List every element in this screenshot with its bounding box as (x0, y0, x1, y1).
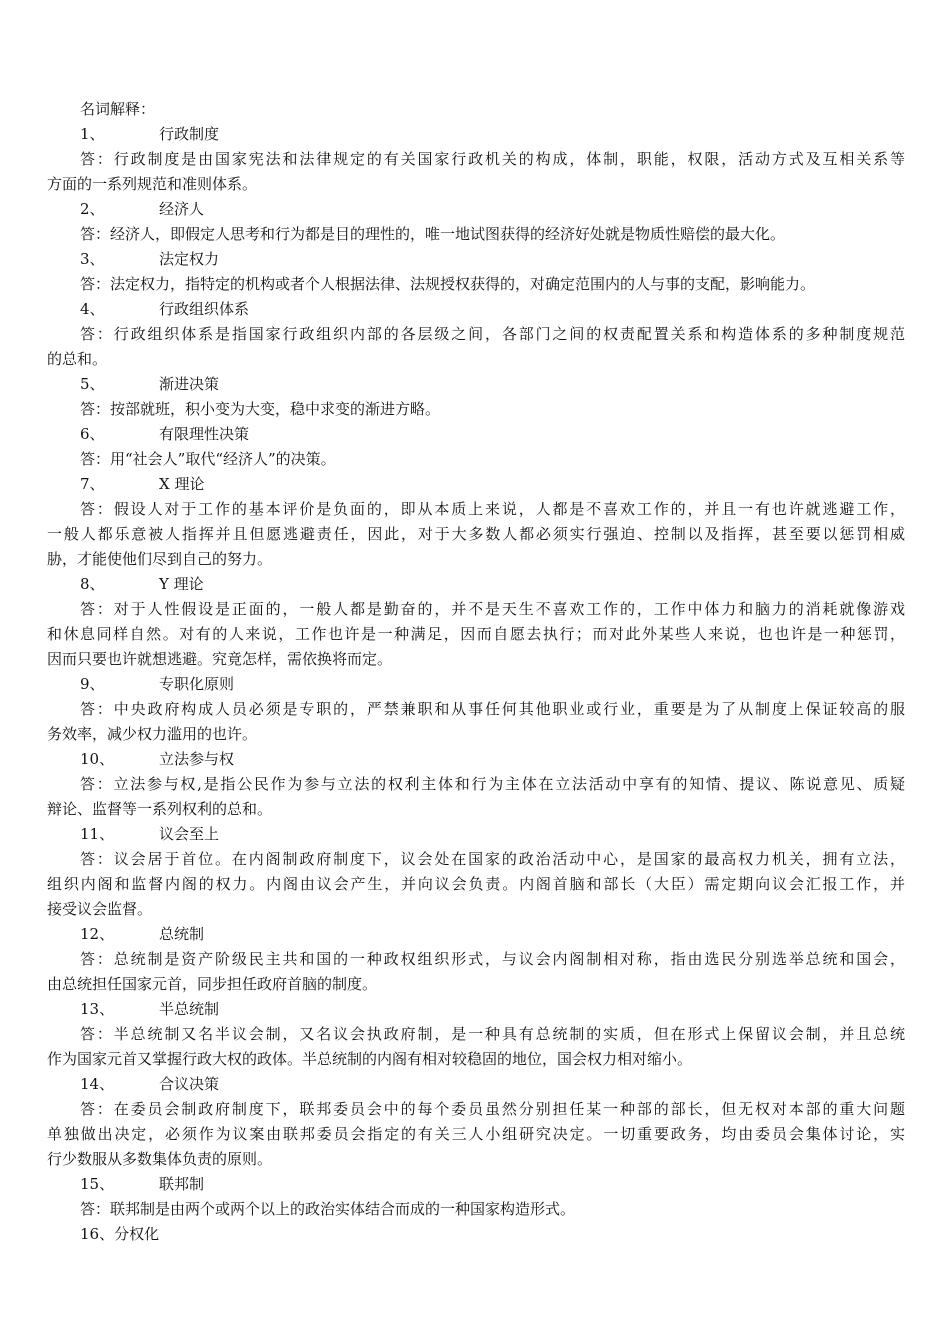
section-title: 名词解释： (80, 100, 156, 118)
term-label: 有限理性决策 (159, 425, 250, 443)
term-number: 12、 (80, 925, 115, 943)
term-label: 专职化原则 (159, 675, 235, 693)
term-label: 联邦制 (159, 1175, 205, 1193)
term-answer (47, 772, 905, 822)
answer-line: 作为国家元首又掌握行政大权的政体。半总统制的内阁有相对较稳固的地位，国会权力相对缩小。 (47, 1050, 693, 1068)
answer-line: 答：半总统制又名半议会制，又名议会执政府制，是一种具有总统制的实质，但在形式上保留议会制，并且总统 (80, 1025, 905, 1043)
term-answer (47, 697, 905, 747)
answer-line: 答：按部就班，积小变为大变，稳中求变的渐进方略。 (80, 400, 441, 418)
term-answer (47, 147, 905, 197)
term-label: 法定权力 (159, 250, 220, 268)
term-number: 8、 (80, 575, 105, 593)
term-number: 13、 (80, 1000, 115, 1018)
glossary-term-12 (47, 922, 905, 947)
term-number: 11、 (80, 825, 115, 843)
term-label: 总统制 (159, 925, 205, 943)
term-number: 1、 (80, 125, 105, 143)
term-label: 立法参与权 (159, 750, 235, 768)
answer-line: 答：总统制是资产阶级民主共和国的一种政权组织形式，与议会内阁制相对称，指由选民分别选举总统和国会， (80, 950, 905, 968)
term-answer (47, 947, 905, 997)
glossary-term-16 (47, 1222, 905, 1247)
answer-line: 由总统担任国家元首，同步担任政府首脑的制度。 (47, 975, 378, 993)
term-number: 15、 (80, 1175, 115, 1193)
answer-line: 答：对于人性假设是正面的，一般人都是勤奋的，并不是天生不喜欢工作的，工作中体力和脑力的消耗就像游戏 (80, 600, 905, 618)
glossary-term-2 (47, 197, 905, 222)
answer-line: 答：在委员会制政府制度下，联邦委员会中的每个委员虽然分别担任某一种部的部长，但无权对本部的重大问题 (80, 1100, 905, 1118)
glossary-term-9 (47, 672, 905, 697)
term-label: 半总统制 (159, 1000, 220, 1018)
term-number: 2、 (80, 200, 105, 218)
answer-line: 的总和。 (47, 350, 108, 368)
term-number: 3、 (80, 250, 105, 268)
glossary-term-13 (47, 997, 905, 1022)
term-answer (47, 497, 905, 572)
document-page (47, 97, 905, 1247)
glossary-list (47, 122, 905, 1222)
glossary-term-4 (47, 297, 905, 322)
glossary-term-3 (47, 247, 905, 272)
answer-line: 方面的一系列规范和准则体系。 (47, 175, 258, 193)
answer-line: 组织内阁和监督内阁的权力。内阁由议会产生，并向议会负责。内阁首脑和部长（大臣）需定期向议会汇报工作，并 (47, 875, 905, 893)
term-answer (47, 447, 905, 472)
answer-line: 答：联邦制是由两个或两个以上的政治实体结合而成的一种国家构造形式。 (80, 1200, 576, 1218)
glossary-term-1 (47, 122, 905, 147)
term-label: Y 理论 (159, 575, 204, 593)
term-answer (47, 847, 905, 922)
term-label: 渐进决策 (159, 375, 220, 393)
answer-line: 答：中央政府构成人员必须是专职的，严禁兼职和从事任何其他职业或行业，重要是为了从制度上保证较高的服 (80, 700, 905, 718)
glossary-term-6 (47, 422, 905, 447)
glossary-term-14 (47, 1072, 905, 1097)
term-number: 5、 (80, 375, 105, 393)
glossary-term-7 (47, 472, 905, 497)
answer-line: 一般人都乐意被人指挥并且但愿逃避责任，因此，对于大多数人都必须实行强迫、控制以及指挥，甚至要以惩罚相威 (47, 525, 905, 543)
answer-line: 和休息同样自然。对有的人来说，工作也许是一种满足，因而自愿去执行；而对此外某些人来说，也也许是一种惩罚， (47, 625, 905, 643)
answer-line: 接受议会监督。 (47, 900, 153, 918)
answer-line: 单独做出决定，必须作为议案由联邦委员会指定的有关三人小组研究决定。一切重要政务，均由委员会集体讨论，实 (47, 1125, 905, 1143)
term-answer (47, 1097, 905, 1172)
term-label: 行政组织体系 (159, 300, 250, 318)
term-label: X 理论 (159, 475, 205, 493)
answer-line: 辩论、监督等一系列权利的总和。 (47, 800, 273, 818)
term-label: 分权化 (114, 1225, 160, 1243)
glossary-term-15 (47, 1172, 905, 1197)
answer-line: 答：议会居于首位。在内阁制政府制度下，议会处在国家的政治活动中心，是国家的最高权力机关，拥有立法， (80, 850, 905, 868)
answer-line: 务效率，减少权力滥用的也许。 (47, 725, 258, 743)
term-number: 16、 (80, 1225, 115, 1243)
glossary-term-11 (47, 822, 905, 847)
glossary-term-5 (47, 372, 905, 397)
term-number: 9、 (80, 675, 105, 693)
term-label: 经济人 (159, 200, 205, 218)
term-answer (47, 222, 905, 247)
answer-line: 因而只要也许就想逃避。究竟怎样，需依换将而定。 (47, 650, 393, 668)
term-answer (47, 397, 905, 422)
glossary-term-8 (47, 572, 905, 597)
answer-line: 答：立法参与权,是指公民作为参与立法的权利主体和行为主体在立法活动中享有的知情、提议、陈说意见、质疑 (80, 775, 905, 793)
answer-line: 答：法定权力，指特定的机构或者个人根据法律、法规授权获得的，对确定范围内的人与事的支配，影响能力。 (80, 275, 816, 293)
term-label: 行政制度 (159, 125, 220, 143)
answer-line: 答：假设人对于工作的基本评价是负面的，即从本质上来说，人都是不喜欢工作的，并且一有也许就逃避工作， (80, 500, 905, 518)
term-label: 议会至上 (159, 825, 220, 843)
answer-line: 答：行政制度是由国家宪法和法律规定的有关国家行政机关的构成，体制，职能，权限，活动方式及互相关系等 (80, 150, 905, 168)
term-number: 4、 (80, 300, 105, 318)
term-number: 6、 (80, 425, 105, 443)
term-answer (47, 1022, 905, 1072)
term-number: 10、 (80, 750, 115, 768)
answer-line: 胁，才能使他们尽到自己的努力。 (47, 550, 273, 568)
term-label: 合议决策 (159, 1075, 220, 1093)
term-number: 7、 (80, 475, 105, 493)
term-answer (47, 1197, 905, 1222)
answer-line: 行少数服从多数集体负责的原则。 (47, 1150, 273, 1168)
term-answer (47, 597, 905, 672)
term-answer (47, 272, 905, 297)
glossary-term-10 (47, 747, 905, 772)
answer-line: 答：经济人，即假定人思考和行为都是目的理性的，唯一地试图获得的经济好处就是物质性赔偿的最大化。 (80, 225, 786, 243)
answer-line: 答：用“社会人”取代“经济人”的决策。 (80, 450, 336, 468)
answer-line: 答：行政组织体系是指国家行政组织内部的各层级之间，各部门之间的权责配置关系和构造体系的多种制度规范 (80, 325, 905, 343)
term-answer (47, 322, 905, 372)
term-number: 14、 (80, 1075, 115, 1093)
